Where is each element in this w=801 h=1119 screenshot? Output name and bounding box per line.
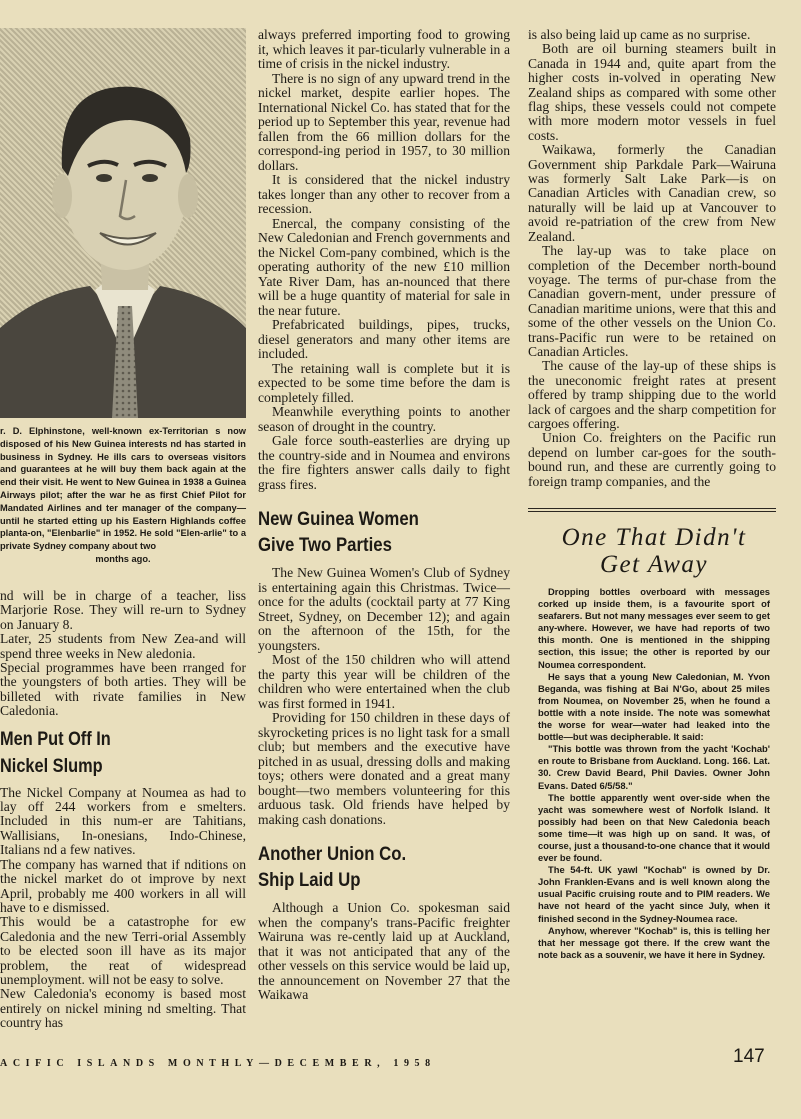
headline-new-guinea-women: [258, 506, 475, 558]
box-title: [538, 524, 770, 578]
column-3-text: [528, 28, 776, 489]
col2-paragraph: There is no sign of any upward trend in the nickel market, despite earlier hopes. The International Nickel Co. has stated that for the period up to September this year, revenue had fallen from the 66 million dollars for the correspond-ing period in 1957, to 30 million dollars.: [258, 70, 510, 173]
headline-line: Men Put Off In: [0, 728, 111, 750]
col2-paragraph: The New Guinea Women's Club of Sydney is entertaining again this Christmas. Twice—once for the adults (cocktail party at 77 King Street, Sydney, on December 12); and again on the afternoon of the 15th, for the youngsters.: [258, 565, 510, 653]
headline-union-co: [258, 841, 475, 893]
col1-paragraph: The company has warned that if nditions on the nickel market do ot improve by next April, probably me 400 workers in all will have to e dismissed.: [0, 856, 246, 915]
col2-paragraph: Gale force south-easterlies are drying up the country-side and in Noumea and environs the fire fighters answer calls daily to fight grass fires.: [258, 433, 510, 492]
headline-nickel-slump: [0, 726, 212, 780]
box-paragraph: The 54-ft. UK yawl "Kochab" is owned by Dr. John Franklen-Evans and is well known along the usual Pacific cruising route and to PIM readers. We have not heard of the yacht since July, when it finished second in the Sydney-Noumea race.: [538, 864, 770, 924]
box-paragraph: Dropping bottles overboard with messages corked up inside them, is a favourite sport of seafarers. But not many messages ever seem to get any-where. However, we have had reports of two this month. One is mentioned in the shipping section, this issue; the other is reported by our Noumea correspondent.: [538, 586, 770, 670]
box-title-line: Get Away: [599, 551, 709, 578]
photo-caption: [0, 425, 246, 566]
portrait-illustration: [0, 28, 246, 418]
col1-paragraph: nd will be in charge of a teacher, liss Marjorie Rose. They will re-urn to Sydney on January 8.: [0, 588, 246, 632]
col3-paragraph: is also being laid up came as no surprise.: [528, 27, 751, 42]
column-2-text: [258, 28, 510, 1003]
caption-end: months ago.: [95, 553, 151, 564]
col2-paragraph: Providing for 150 children in these days of skyrocketing prices is no light task for a small club; but members and the executive have pitched in as usual, dressing dolls and making toys; others were donated and a great many bought—two members volunteering for this arduous task. Old friends have helped by making cash donations.: [258, 710, 510, 827]
col1-paragraph: The Nickel Company at Noumea as had to lay off 244 workers from e smelters. Included in this num-er are Tahitians, Wallisians, In-onesians, Indo-Chinese, Italians nd a few natives.: [0, 784, 246, 858]
col1-paragraph: This would be a catastrophe for ew Caledonia and the new Terri-orial Assembly to be elected soon ill have as its major problem, the reat of widespread unemployment. will not be easy to solve.: [0, 914, 246, 987]
col1-paragraph: Special programmes have been rranged for the youngsters of both arties. They will be billeted with rivate families in New Caledonia.: [0, 660, 246, 719]
headline-line: Another Union Co.: [258, 843, 407, 865]
box-paragraph: Anyhow, wherever "Kochab" is, this is telling her that her message got there. If the crew want the note back as a souvenir, we have it here in Sydney.: [538, 924, 770, 960]
col2-paragraph: It is considered that the nickel industry takes longer than any other to recover from a recession.: [258, 172, 510, 216]
col2-paragraph: always preferred importing food to growing it, which leaves it par-ticularly vulnerable in a time of crisis in the nickel industry.: [258, 27, 510, 71]
box-paragraph: The bottle apparently went over-side when the yacht was somewhere west of Norfolk Island. It possibly had been on that New Caledonia beach some time—it was high up on sand. It was, of course, just a thousand-to-one chance that it would ever be found.: [538, 791, 770, 864]
caption-text: r. D. Elphinstone, well-known ex-Territorian s now disposed of his New Guinea interests nd has started in business in Sydney. He ills cars to overseas visitors and guarantees at he will buy them back again at the end their visit. He went to New Guinea in 1938 a Guinea Airways pilot; after the war he as first Chief Pilot for Mandated Airlines and ter manager of the company—until he started etting up his Eastern Highlands coffee planta-on, "Elenbarlie" in 1952. He sold "Elen-arlie" to a private Sydney company about two: [0, 426, 246, 552]
column-1-text: [0, 589, 246, 1031]
col2-paragraph: The retaining wall is complete but it is expected to be some time before the dam is completely filled.: [258, 360, 510, 405]
col3-paragraph: Union Co. freighters on the Pacific run depend on lumber car-goes for the south-bound run, and these are currently going to foreign tramp companies, and the: [528, 430, 776, 489]
col1-paragraph: Later, 25 students from New Zea-and will spend three weeks in New aledonia.: [0, 631, 246, 661]
headline-line: Nickel Slump: [0, 755, 103, 777]
portrait-photo: [0, 28, 246, 418]
col3-paragraph: The cause of the lay-up of these ships is the uneconomic freight rates at present offered by tramp shipping due to the world lack of cargoes and the sharp competition for cargoes offering.: [528, 358, 776, 431]
col3-paragraph: Both are oil burning steamers built in Canada in 1944 and, quite apart from the higher costs in-volved in operating New Zealand ships as compared with some other flag ships, these vessels could not compete with more modern motor vessels in fuel costs.: [528, 41, 776, 143]
box-title-line: One That Didn't: [561, 524, 747, 551]
headline-line: Ship Laid Up: [258, 869, 361, 891]
col2-paragraph: Most of the 150 children who will attend the party this year will be children of the children who were entertained when the club was first formed in 1941.: [258, 652, 510, 711]
col3-paragraph: Waikawa, formerly the Canadian Government ship Parkdale Park—Wairuna was formerly Salt Lake Park—is on Canadian Articles with Canadian crew, so naturally will be laid up at Vancouver to avoid re-patriation of the crew from New Zealand.: [528, 142, 776, 244]
sidebar-box: [538, 524, 770, 961]
box-body: [538, 586, 770, 961]
col2-paragraph: Although a Union Co. spokesman said when the company's trans-Pacific freighter Wairuna was re-cently laid up at Auckland, that it was not anticipated that any of the other vessels on this service would be laid up, the announcement on November 27 that the Waikawa: [258, 900, 510, 1002]
col2-paragraph: Meanwhile everything points to another season of drought in the country.: [258, 404, 510, 434]
col2-paragraph: Enercal, the company consisting of the New Caledonian and French governments and the Nickel Com-pany combined, which is the operating authority of the new £10 million Yate River Dam, has an-nounced that there will be a huge quantity of material for sale in the near future.: [258, 215, 510, 318]
col2-paragraph: Prefabricated buildings, pipes, trucks, diesel generators and many other items are included.: [258, 317, 510, 361]
box-paragraph: He says that a young New Caledonian, M. Yvon Beganda, was fishing at Bai N'Go, about 25 miles from Noumea, on November 25, when he found a bottle with a note inside. The note was somewhat the worse for wear—water had leaked into the bottle—but was decipherable. It said:: [538, 670, 770, 743]
running-footer: ACIFIC ISLANDS MONTHLY—DECEMBER, 1958: [0, 1058, 436, 1069]
col3-paragraph: The lay-up was to take place on completion of the December north-bound voyage. The terms of pur-chase from the Canadian govern-ment, under pressure of Canadian maritime unions, were that this and some of the other vessels on the Union Co. trans-Pacific run were to be retained on Canadian Articles.: [528, 243, 776, 359]
headline-line: New Guinea Women: [258, 508, 419, 530]
box-divider-rule: [528, 508, 776, 512]
headline-line: Give Two Parties: [258, 534, 392, 556]
col1-paragraph: New Caledonia's economy is based most entirely on nickel mining nd smelting. That country has: [0, 986, 246, 1031]
page-number: 147: [733, 1046, 765, 1067]
box-paragraph: "This bottle was thrown from the yacht 'Kochab' en route to Brisbane from Auckland. Long. 166. Lat. 30. Crew David Beard, Phil Davies. Owner John Evans. Dated 6/5/58.": [538, 743, 770, 791]
